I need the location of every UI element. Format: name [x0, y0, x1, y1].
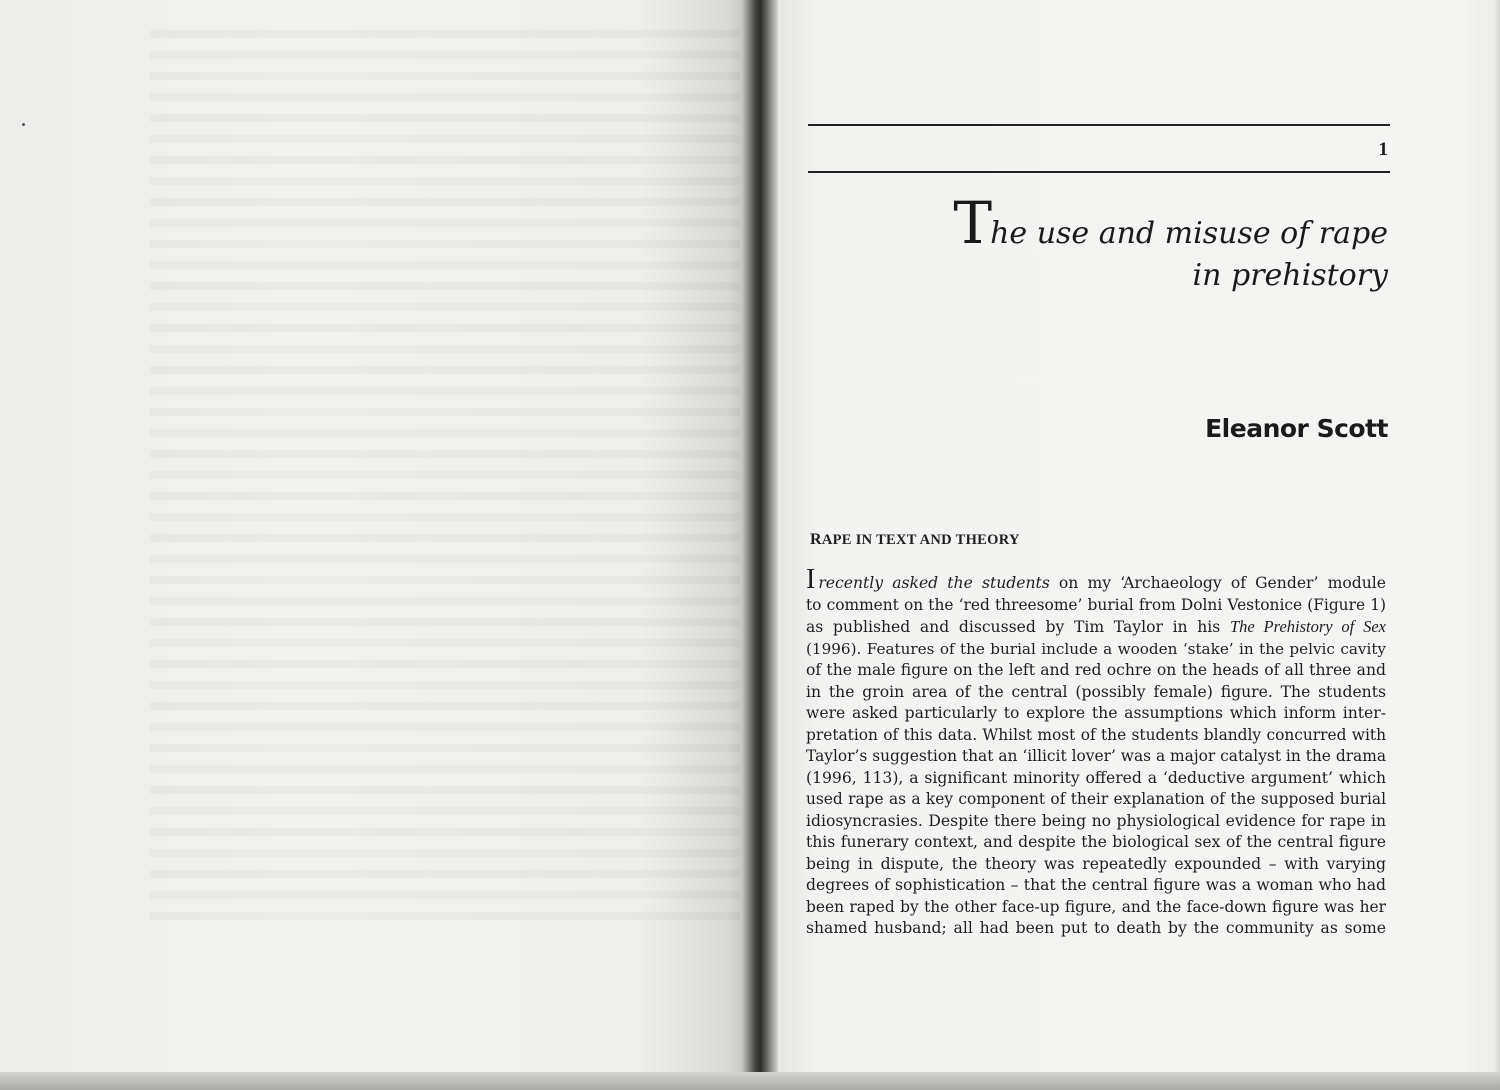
page-edge-shadow: [1494, 0, 1500, 1090]
body-line: of the male figure on the left and red ochre on the heads of all three and: [806, 661, 1386, 679]
body-line: to comment on the ‘red threesome’ burial from Dolni Vestonice (Figure 1): [806, 595, 1386, 614]
section-heading-initial: R: [810, 531, 822, 548]
body-line: [806, 616, 1386, 639]
book-gutter: [742, 0, 778, 1090]
body-line: used rape as a key component of their explanation of the supposed burial: [806, 790, 1386, 808]
body-line: pretation of this data. Whilst most of the students blandly concurred with: [806, 725, 1386, 744]
body-line-1-rest: on my ‘Archaeology of Gender’ module: [1049, 574, 1386, 592]
body-line: Taylor’s suggestion that an ‘illicit lover’ was a major catalyst in the drama: [806, 747, 1386, 765]
body-dropcap: I: [806, 564, 816, 595]
title-dropcap: T: [953, 189, 991, 257]
section-heading: [810, 531, 1310, 549]
body-line: degrees of sophistication – that the central figure was a woman who had: [806, 876, 1386, 894]
chapter-title-line-1: [880, 189, 1388, 257]
paper-speck: [22, 123, 25, 126]
section-heading-rest: IN TEXT AND THEORY: [851, 532, 1020, 548]
body-line: been raped by the other face-up figure, and the face-down figure was her: [806, 897, 1386, 916]
chapter-title-line-2: in prehistory: [1192, 258, 1388, 293]
body-line: were asked particularly to explore the assumptions which inform inter-: [806, 704, 1386, 722]
chapter-rule-bottom: [808, 171, 1390, 173]
body-lead-italic: recently asked the students: [818, 574, 1050, 592]
body-line: (1996). Features of the burial include a wooden ‘stake’ in the pelvic cavity: [806, 639, 1386, 658]
author-name: Eleanor Scott: [1205, 414, 1388, 443]
title-line-1-text: he use and misuse of rape: [990, 216, 1388, 251]
show-through-text: [150, 30, 740, 930]
book-title-italic: The Prehistory of Sex: [1229, 617, 1386, 636]
chapter-title: [880, 189, 1388, 297]
body-line-3-before: as published and discussed by Tim Taylor in his: [806, 618, 1230, 636]
body-line: shamed husband; all had been put to death by the community as some: [806, 919, 1386, 937]
body-line: (1996, 113), a significant minority offered a ‘deductive argument’ which: [806, 768, 1386, 787]
chapter-number: 1: [1378, 139, 1388, 160]
body-line: idiosyncrasies. Despite there being no physiological evidence for rape in: [806, 811, 1386, 830]
body-line: in the groin area of the central (possibly female) figure. The students: [806, 682, 1386, 701]
body-line: this funerary context, and despite the biological sex of the central figure: [806, 833, 1386, 851]
section-heading-smallcaps: APE: [821, 532, 852, 548]
body-line: [806, 564, 1386, 595]
body-line: being in dispute, the theory was repeatedly expounded – with varying: [806, 854, 1386, 873]
page-bottom-edge: [0, 1072, 1500, 1090]
chapter-rule-top: [808, 124, 1390, 126]
body-paragraph: [806, 564, 1386, 940]
